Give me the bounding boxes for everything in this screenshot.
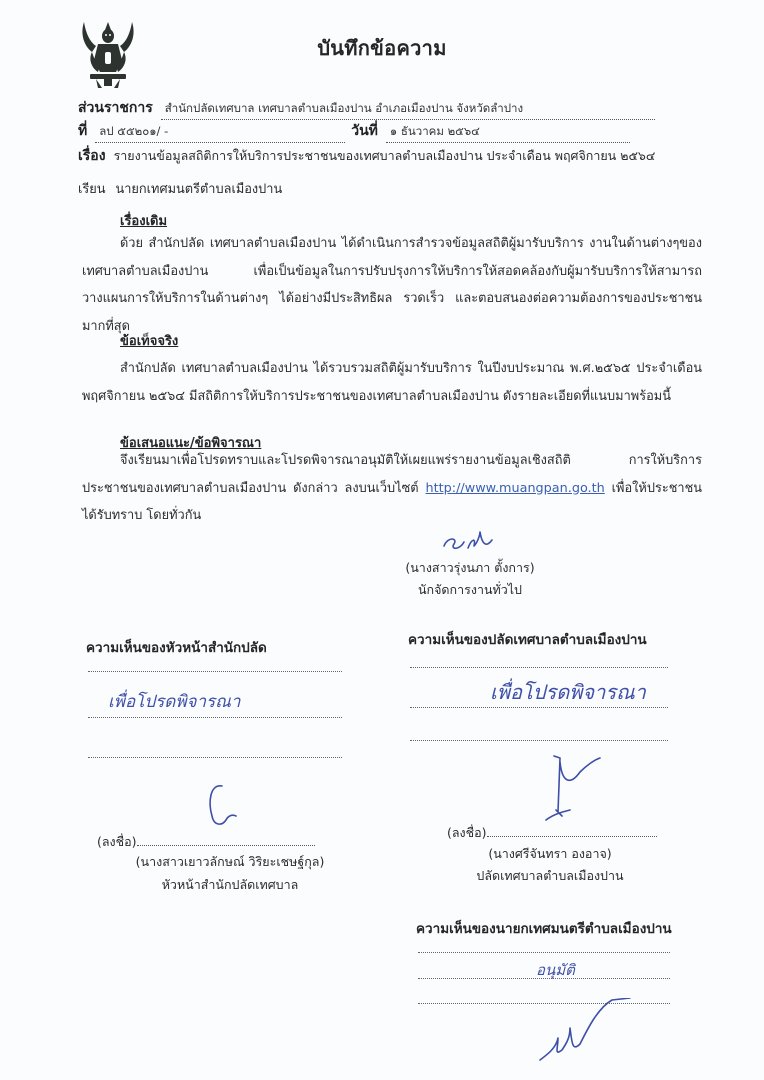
author-name: (นางสาวรุ่งนภา ตั้งการ) bbox=[405, 560, 535, 575]
department-label: ส่วนราชการ bbox=[78, 100, 153, 116]
subject-value: รายงานข้อมูลสถิติการให้บริการประชาชนของเทศบาลตำบลเมืองปาน ประจำเดือน พฤศจิกายน ๒๕๖๔ bbox=[113, 148, 656, 163]
section-text-recommendation: จึงเรียนมาเพื่อโปรดทราบและโปรดพิจารณาอนุมัติให้เผยแพร่รายงานข้อมูลเชิงสถิติ การให้บริการประชาชนของเทศบาลตำบลเมืองปาน ดังกล่าว ลงบนเว็บไซต์ http://www.muangpan.go.th เพื่อให้ประชาชนได้รับทราบ โดยทั่วกัน bbox=[82, 453, 703, 523]
opinion-heading-municipal-clerk: ความเห็นของปลัดเทศบาลตำบลเมืองปาน bbox=[408, 632, 647, 648]
opinion-heading-mayor: ความเห็นของนายกเทศมนตรีตำบลเมืองปาน bbox=[416, 921, 672, 937]
department-row bbox=[78, 97, 655, 120]
position-municipal-clerk: ปลัดเทศบาลตำบลเมืองปาน bbox=[476, 868, 624, 883]
author-signature-ink bbox=[440, 530, 500, 560]
section-text-background: ด้วย สำนักปลัด เทศบาลตำบลเมืองปาน ได้ดำเนินการสำรวจข้อมูลสถิติผู้มารับบริการ งานในด้านต่างๆของเทศบาลตำบลเมืองปาน เพื่อเป็นข้อมูลในการปรับปรุงการให้บริการให้สอดคล้องกับผู้มารับบริการให้สามารถวางแผนการให้บริการในด้านต่างๆ ได้อย่างมีประสิทธิผล รวดเร็ว และตอบสนองต่อความต้องการของประชาชนมากที่สุด bbox=[82, 236, 702, 334]
dotted-line bbox=[410, 740, 668, 741]
handwritten-comment-municipal-clerk: เพื่อโปรดพิจารณา bbox=[490, 680, 646, 704]
date-value: ๑ ธันวาคม ๒๕๖๔ bbox=[386, 123, 630, 143]
signature-ink-mayor bbox=[536, 998, 636, 1072]
document-title: บันทึกข้อความ bbox=[317, 36, 447, 60]
name-municipal-clerk: (นางศรีจันทรา องอาจ) bbox=[488, 846, 612, 861]
section-heading-recommendation: ข้อเสนอแนะ/ข้อพิจารณา bbox=[120, 436, 262, 451]
subject-row bbox=[78, 145, 655, 167]
signature-dotted-line bbox=[487, 825, 657, 837]
handwritten-comment-mayor: อนุมัติ bbox=[536, 961, 575, 979]
dotted-line bbox=[410, 667, 668, 668]
reference-label: ที่ bbox=[78, 123, 88, 139]
reference-row bbox=[78, 120, 630, 143]
website-link[interactable]: http://www.muangpan.go.th bbox=[425, 480, 605, 496]
author-position: นักจัดการงานทั่วไป bbox=[417, 582, 522, 597]
addressee-row bbox=[78, 178, 282, 199]
section-heading-background: เรื่องเดิม bbox=[120, 214, 168, 229]
dotted-line bbox=[88, 757, 342, 758]
signature-dotted-line bbox=[137, 834, 315, 846]
position-head-of-office: หัวหน้าสำนักปลัดเทศบาล bbox=[161, 877, 299, 892]
signature-ink-head-of-office bbox=[200, 782, 250, 836]
section-text-facts: สำนักปลัด เทศบาลตำบลเมืองปาน ได้รวบรวมสถิติผู้มารับบริการ ในปีงบประมาณ พ.ศ.๒๕๖๕ ประจำเดือน พฤศจิกายน ๒๕๖๔ มีสถิติการให้บริการประชาชนของเทศบาลตำบลเมืองปาน ดังรายละเอียดที่แนบมาพร้อมนี้ bbox=[82, 361, 702, 404]
mayor-name-cutoff bbox=[505, 1070, 665, 1080]
sign-line-head-of-office: (ลงชื่อ) bbox=[97, 832, 315, 852]
dotted-line bbox=[88, 717, 342, 718]
dotted-line bbox=[88, 671, 342, 672]
addressee-value: นายกเทศมนตรีตำบลเมืองปาน bbox=[115, 182, 283, 197]
dotted-line bbox=[418, 978, 670, 979]
section-heading-facts: ข้อเท็จจริง bbox=[120, 334, 179, 349]
department-value: สำนักปลัดเทศบาล เทศบาลตำบลเมืองปาน อำเภอเมืองปาน จังหวัดลำปาง bbox=[161, 100, 655, 120]
dotted-line bbox=[418, 952, 670, 953]
subject-label: เรื่อง bbox=[78, 148, 106, 164]
sign-line-municipal-clerk: (ลงชื่อ) bbox=[447, 823, 657, 843]
dotted-line bbox=[410, 707, 668, 708]
signature-ink-municipal-clerk bbox=[540, 752, 610, 826]
name-head-of-office: (นางสาวเยาวลักษณ์ วิริยะเชษฐ์กุล) bbox=[135, 854, 325, 869]
reference-value: ลป ๕๕๒๐๑/ - bbox=[95, 123, 345, 143]
addressee-label: เรียน bbox=[78, 182, 106, 197]
opinion-heading-head-of-office: ความเห็นของหัวหน้าสำนักปลัด bbox=[86, 640, 267, 656]
handwritten-comment-head-of-office: เพื่อโปรดพิจารณา bbox=[108, 692, 241, 712]
date-label: วันที่ bbox=[351, 123, 378, 139]
